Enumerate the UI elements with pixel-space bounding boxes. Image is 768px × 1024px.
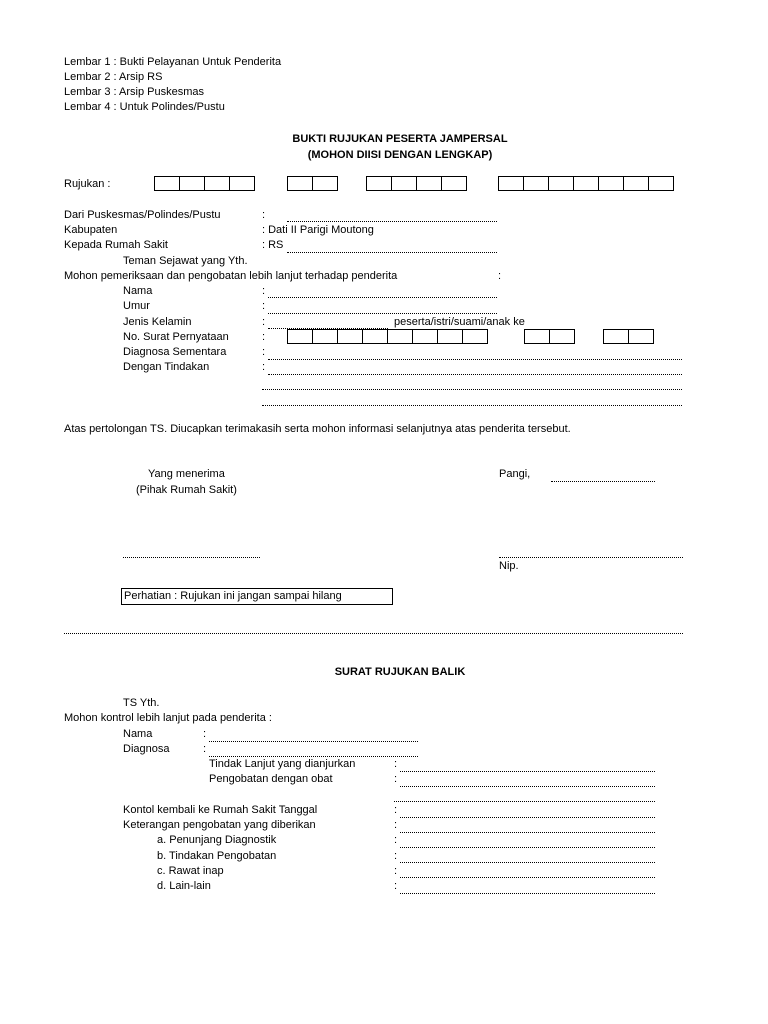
penerima-signature-line[interactable] [123, 557, 260, 558]
box-cell[interactable] [362, 329, 388, 344]
diagnosa-sementara-label: Diagnosa Sementara [123, 346, 227, 358]
balik-nama-label: Nama [123, 728, 153, 740]
tindakan-pengobatan-label: b. Tindakan Pengobatan [157, 850, 277, 862]
umur-label: Umur [123, 300, 150, 312]
tindak-lanjut-colon: : [394, 758, 398, 770]
form-subtitle: (MOHON DIISI DENGAN LENGKAP) [307, 149, 493, 161]
dengan-tindakan-field-1[interactable] [268, 374, 682, 375]
box-cell[interactable] [366, 176, 392, 191]
lembar-4: Lembar 4 : Untuk Polindes/Pustu [64, 101, 225, 113]
box-cell[interactable] [204, 176, 230, 191]
lembar-3: Lembar 3 : Arsip Puskesmas [64, 86, 205, 98]
balik-diagnosa-colon: : [203, 743, 207, 755]
box-cell[interactable] [524, 329, 550, 344]
box-cell[interactable] [598, 176, 624, 191]
diagnosa-sementara-field[interactable] [268, 359, 682, 360]
box-cell[interactable] [229, 176, 255, 191]
umur-colon: : [262, 300, 266, 312]
box-cell[interactable] [603, 329, 629, 344]
no-surat-colon: : [262, 331, 266, 343]
box-cell[interactable] [441, 176, 467, 191]
kontrol-kembali-colon: : [394, 804, 398, 816]
umur-field[interactable] [268, 313, 497, 314]
teman-sejawat: Teman Sejawat yang Yth. [123, 255, 248, 267]
kontrol-kembali-label: Kontol kembali ke Rumah Sakit Tanggal [123, 804, 318, 816]
dengan-tindakan-field-3[interactable] [262, 405, 682, 406]
box-cell[interactable] [287, 329, 313, 344]
box-cell[interactable] [416, 176, 442, 191]
box-cell[interactable] [412, 329, 438, 344]
box-cell[interactable] [312, 329, 338, 344]
kepada-field[interactable] [287, 252, 497, 253]
box-cell[interactable] [648, 176, 674, 191]
rujukan-label: Rujukan : [64, 178, 111, 190]
rawat-inap-field[interactable] [400, 877, 655, 878]
rawat-inap-label: c. Rawat inap [157, 865, 224, 877]
lain-lain-colon: : [394, 880, 398, 892]
pengobatan-obat-field-2[interactable] [394, 801, 655, 802]
box-cell[interactable] [312, 176, 338, 191]
jenis-kelamin-value: peserta/istri/suami/anak ke [394, 316, 525, 328]
no-surat-label: No. Surat Pernyataan [123, 331, 229, 343]
dengan-tindakan-label: Dengan Tindakan [123, 361, 210, 373]
box-cell[interactable] [154, 176, 180, 191]
pangi-label: Pangi, [499, 468, 531, 480]
box-cell[interactable] [437, 329, 463, 344]
kabupaten-label: Kabupaten [64, 224, 118, 236]
lembar-1: Lembar 1 : Bukti Pelayanan Untuk Penderita [64, 56, 282, 68]
cut-line [64, 633, 683, 634]
jenis-kelamin-label: Jenis Kelamin [123, 316, 192, 328]
lembar-2: Lembar 2 : Arsip RS [64, 71, 163, 83]
balik-title: SURAT RUJUKAN BALIK [334, 666, 466, 678]
dengan-tindakan-colon: : [262, 361, 266, 373]
tindakan-pengobatan-colon: : [394, 850, 398, 862]
box-cell[interactable] [391, 176, 417, 191]
box-cell[interactable] [623, 176, 649, 191]
box-cell[interactable] [498, 176, 524, 191]
balik-nama-colon: : [203, 728, 207, 740]
box-cell[interactable] [179, 176, 205, 191]
balik-diagnosa-label: Diagnosa [123, 743, 170, 755]
kabupaten-value: : Dati II Parigi Moutong [262, 224, 374, 236]
form-title: BUKTI RUJUKAN PESERTA JAMPERSAL [292, 133, 508, 145]
box-cell[interactable] [387, 329, 413, 344]
pengirim-signature-line[interactable] [499, 557, 683, 558]
keterangan-label: Keterangan pengobatan yang diberikan [123, 819, 316, 831]
ts-yth: TS Yth. [123, 697, 160, 709]
balik-nama-field[interactable] [209, 741, 418, 742]
pengobatan-obat-colon: : [394, 773, 398, 785]
box-cell[interactable] [337, 329, 363, 344]
dari-colon: : [262, 209, 266, 221]
nama-colon: : [262, 285, 266, 297]
yang-menerima: Yang menerima [148, 468, 225, 480]
box-cell[interactable] [287, 176, 313, 191]
rujukan-boxes-3[interactable] [366, 176, 467, 192]
rujukan-boxes-2[interactable] [287, 176, 338, 192]
penunjang-field[interactable] [400, 847, 655, 848]
balik-diagnosa-field[interactable] [209, 756, 418, 757]
no-surat-boxes-2[interactable] [524, 329, 575, 345]
tindakan-pengobatan-field[interactable] [400, 862, 655, 863]
mohon-kontrol: Mohon kontrol lebih lanjut pada penderita : [64, 712, 272, 724]
atas-pertolongan: Atas pertolongan TS. Diucapkan terimakasih serta mohon informasi selanjutnya atas penderita tersebut. [64, 423, 571, 435]
box-cell[interactable] [549, 329, 575, 344]
box-cell[interactable] [523, 176, 549, 191]
keterangan-colon: : [394, 819, 398, 831]
dengan-tindakan-field-2[interactable] [262, 389, 682, 390]
box-cell[interactable] [573, 176, 599, 191]
penunjang-colon: : [394, 834, 398, 846]
nama-label: Nama [123, 285, 153, 297]
penunjang-label: a. Penunjang Diagnostik [157, 834, 277, 846]
nama-field[interactable] [268, 297, 497, 298]
lain-lain-label: d. Lain-lain [157, 880, 211, 892]
lain-lain-field[interactable] [400, 893, 655, 894]
perhatian-note: Perhatian : Rujukan ini jangan sampai hilang [121, 588, 393, 605]
kepada-label: Kepada Rumah Sakit [64, 239, 168, 251]
diagnosa-sementara-colon: : [262, 346, 266, 358]
mohon-colon: : [498, 270, 502, 282]
tindak-lanjut-label: Tindak Lanjut yang dianjurkan [209, 758, 356, 770]
dari-label: Dari Puskesmas/Polindes/Pustu [64, 209, 221, 221]
no-surat-boxes-3[interactable] [603, 329, 654, 345]
box-cell[interactable] [628, 329, 654, 344]
jenis-kelamin-colon: : [262, 316, 266, 328]
pengobatan-obat-label: Pengobatan dengan obat [209, 773, 333, 785]
keterangan-field[interactable] [400, 832, 655, 833]
nip-label: Nip. [499, 560, 519, 572]
pihak-rumah-sakit: (Pihak Rumah Sakit) [136, 484, 237, 496]
rujukan-boxes-1[interactable] [154, 176, 255, 192]
box-cell[interactable] [548, 176, 574, 191]
pengobatan-obat-field-1[interactable] [400, 786, 655, 787]
tindak-lanjut-field[interactable] [400, 771, 655, 772]
kepada-value: : RS [262, 239, 284, 251]
box-cell[interactable] [462, 329, 488, 344]
rujukan-boxes-4[interactable] [498, 176, 674, 192]
mohon-pemeriksaan: Mohon pemeriksaan dan pengobatan lebih lanjut terhadap penderita [64, 270, 398, 282]
no-surat-boxes-1[interactable] [287, 329, 488, 345]
kontrol-kembali-field[interactable] [400, 817, 655, 818]
pangi-date-field[interactable] [551, 481, 655, 482]
rawat-inap-colon: : [394, 865, 398, 877]
dari-field[interactable] [287, 221, 497, 222]
